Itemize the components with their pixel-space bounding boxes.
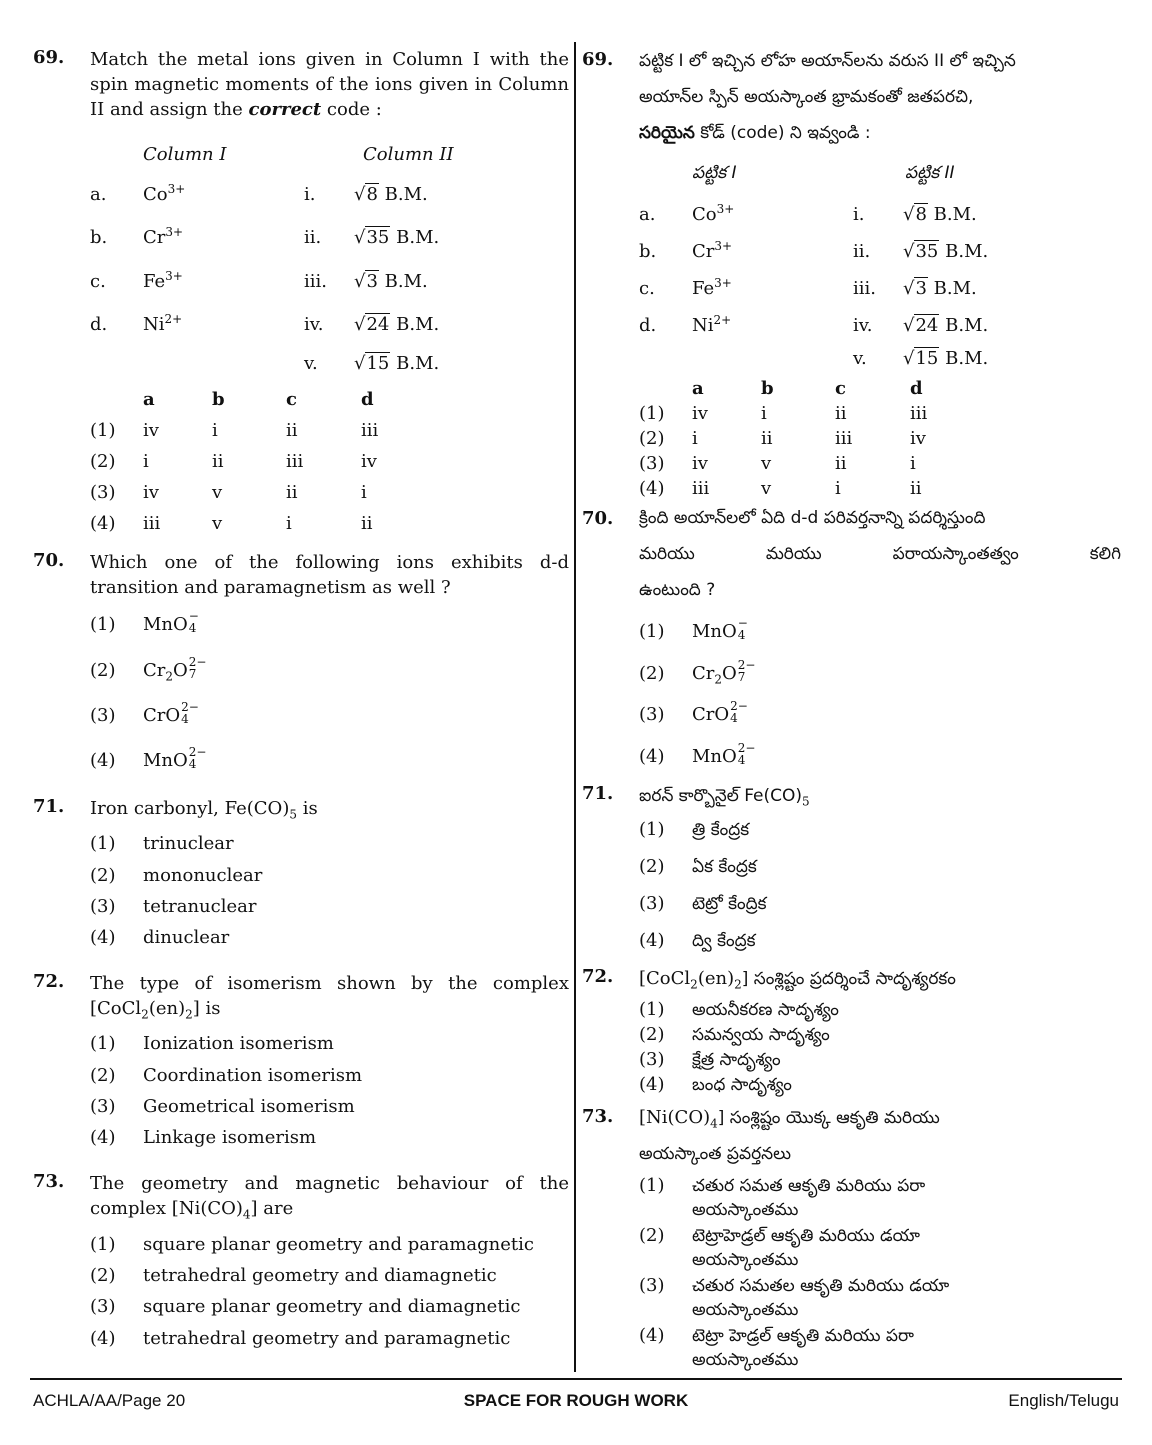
footer-rule — [30, 1378, 1122, 1380]
question-stem: $[CoCl_2(en)_2]$ సంశ్లిష్టం ప్రదర్శించే సాదృశ్యరకం — [639, 968, 956, 992]
sqrt: √15 — [903, 348, 939, 369]
question-stem: పట్టిక I లో ఇచ్చిన లోహ అయాన్‌లను వరుస II లో ఇచ్చిన అయాన్‌ల స్పిన్ అయస్కాంత భ్రామకంతో జతపరచి, సరియైన కోడ్ (code) ని ఇవ్వండి : — [639, 51, 1016, 143]
question-stem: The type of isomerism shown by the complex $[CoCl_2(en)_2]$ is — [90, 973, 569, 1022]
emphasis-correct: correct — [248, 99, 322, 120]
question-stem: The geometry and magnetic behaviour of the complex $[Ni(CO)_4]$ are — [90, 1173, 569, 1222]
question-stem: క్రింది అయాన్‌లలో ఏది d-d పరివర్తనాన్ని పదర్శిస్తుంది మరియు మరియు పరాయస్కాంతత్వం కలిగి ఉంటుంది ? — [639, 508, 1121, 600]
sqrt: √24 — [903, 315, 939, 336]
column-divider — [574, 42, 576, 1372]
question-number: 73. — [582, 1106, 614, 1127]
sqrt: √3 — [354, 271, 378, 292]
question-number: 72. — [582, 966, 614, 987]
question-number: 69. — [33, 47, 65, 68]
rough-work-label: SPACE FOR ROUGH WORK — [463, 1391, 689, 1410]
sqrt: √15 — [354, 353, 390, 374]
page-label: ACHLA/AA/Page 20 — [33, 1391, 186, 1410]
question-stem: Iron carbonyl, $Fe(CO)_5$ is — [90, 798, 318, 822]
question-stem: Which one of the following ions exhibits d-d transition and paramagnetism as well ? — [90, 552, 569, 598]
question-number: 69. — [582, 49, 614, 70]
question-number: 70. — [33, 550, 65, 571]
question-stem: Match the metal ions given in Column I with the spin magnetic moments of the ions given in Column II and assign the correct code : — [90, 49, 569, 120]
question-number: 73. — [33, 1171, 65, 1192]
question-number: 71. — [582, 783, 614, 804]
sqrt: √8 — [354, 184, 378, 205]
question-stem: ఐరన్ కార్బొనైల్ $Fe(CO)_5$ — [639, 786, 810, 809]
question-number: 70. — [582, 508, 614, 529]
sqrt: √3 — [903, 278, 927, 299]
question-stem: $[Ni(CO)_4]$ సంశ్లిష్టం యొక్క ఆకృతి మరియు అయస్కాంత ప్రవర్తనలు — [639, 1107, 940, 1164]
question-number: 72. — [33, 971, 65, 992]
sqrt: √35 — [903, 241, 939, 262]
sqrt: √24 — [354, 314, 390, 335]
language-label: English/Telugu — [1008, 1391, 1119, 1410]
sqrt: √8 — [903, 204, 927, 225]
question-number: 71. — [33, 796, 65, 817]
sqrt: √35 — [354, 227, 390, 248]
